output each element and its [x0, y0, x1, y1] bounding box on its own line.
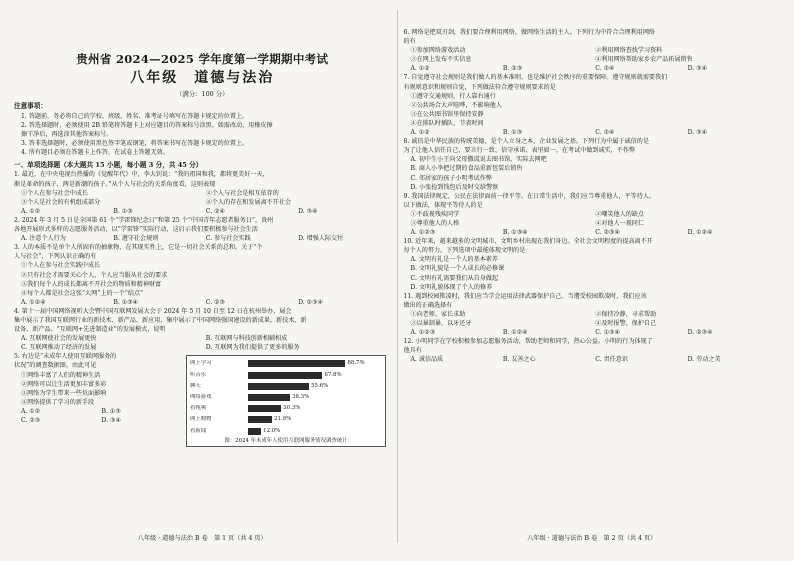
choice: B. 遵守社会规则 — [113, 235, 159, 243]
chart-category-label: 聊天 — [190, 382, 201, 389]
question-stem: 为了让他人信任自己，要言行一致、信守承诺、表里如一，在考试中做到诚实，不作弊 — [403, 147, 636, 155]
question-stem: 以下做法，体现平等待人的是 — [403, 201, 483, 209]
option: ①不歧视残疾同学 — [410, 210, 460, 218]
chart-value-label: 12.0% — [263, 427, 281, 434]
notice-item: 4. 所有题目必须在答题卡上作答，在试卷上答题无效。 — [21, 148, 169, 156]
choice: C. ②③ — [205, 298, 225, 306]
chart-category-label: 网上学习 — [190, 360, 212, 367]
choice: C. 文明有礼需要我们从自身做起 — [410, 274, 499, 282]
question-7 — [404, 73, 781, 137]
option: ②网络可以让生活更加丰富多彩 — [21, 380, 107, 388]
answer-choices — [14, 207, 391, 216]
choice: D. ①②④ — [687, 229, 713, 237]
chart-bar-row — [190, 392, 382, 403]
question-stem: 渐是革命的孩子，两是新潮的孩子。”从个人与社会的关系角度看，这则表现 — [14, 180, 216, 188]
question-8 — [404, 137, 781, 192]
question-2 — [14, 216, 391, 243]
question-options — [404, 210, 781, 228]
chart-caption: 图：2024 年未成年人使用互联网服务情况调查统计 — [224, 437, 348, 444]
section-heading: 一、单项选择题（本大题共 15 小题，每小题 3 分，共 45 分） — [14, 160, 203, 169]
question-stem: 他具有 — [403, 347, 422, 355]
choice: D. 文明礼貌体现了个人的修养 — [410, 283, 493, 291]
chart-value-label: 55.6% — [311, 382, 329, 389]
question-stem: 10. 近年来，越来越多的文明城市、文明乡村出现在我们身边。全社会文明程度的提高离不开 — [403, 238, 653, 246]
choice: B. ①③④ — [502, 229, 528, 237]
notice-item: 2. 答选择题时，必须使用 2B 铅笔将答题卡上对应题目的答案标号涂黑。如需改动，用橡皮擦 — [21, 121, 273, 129]
choice: B. 互联网与科技创新相辅相成 — [205, 335, 288, 343]
page-left — [8, 4, 397, 549]
chart-value-label: 38.3% — [292, 394, 310, 400]
choice: C. 互联网推动了经济的发展 — [21, 344, 97, 352]
choice: B. ①③④ — [113, 298, 139, 306]
choice: B. ②③ — [502, 65, 523, 73]
choice: A. 文明有礼是一个人的基本素养 — [410, 256, 498, 264]
chart-bar-row — [190, 403, 382, 414]
chart-bar-track — [248, 405, 382, 412]
option: ④每个人都是社会这张“大网”上的一个“结点” — [21, 289, 144, 297]
answer-choices — [14, 334, 391, 352]
chart-bar — [248, 405, 281, 412]
choice: B. ①②④ — [502, 329, 528, 337]
choice: D. ③④ — [298, 207, 318, 215]
exam-title: 贵州省 2024—2025 学年度第一学期期中考试 — [76, 52, 329, 66]
option: ④在排队时插队，节省时间 — [410, 119, 484, 127]
question-options — [404, 310, 781, 328]
option: ③个人是社会的有机组成部分 — [21, 198, 101, 206]
question-1 — [14, 170, 391, 215]
choice: D. ②③④ — [687, 329, 713, 337]
choice: D. 增强人际交往 — [298, 235, 344, 243]
choice: B. 商人小李把过期的食品重新包装后销售 — [410, 165, 523, 173]
question-stem: 5. 右边是“未成年人使用互联网服务的 — [14, 353, 117, 361]
option: ③在公共图书馆里保持安静 — [410, 110, 484, 118]
chart-category-label: 网络游戏 — [190, 394, 212, 400]
question-stem: 7. 自觉遵守社会规则是我们做人的基本准则，也是维护社会秩序的重要保障。遵守规则就需要我们 — [403, 74, 668, 82]
choice: C. ①③④ — [595, 329, 620, 337]
choice: D. 劳动之美 — [687, 356, 721, 364]
choice: D. ③④ — [687, 129, 708, 137]
choice: B. ①③ — [101, 407, 121, 415]
choice: A. 诚信品质 — [410, 356, 444, 364]
notice-item: 3. 答非选择题时，必须使用黑色签字笔或钢笔，将答案书写在答题卡规定的位置上。 — [21, 139, 249, 147]
page-right — [398, 4, 787, 549]
choice: A. ①② — [410, 65, 430, 73]
option: ③尊重他人的人格 — [410, 219, 460, 227]
question-9 — [404, 192, 781, 237]
notice-item: 擦干净后，再选涂其他答案标号。 — [21, 130, 113, 138]
question-4 — [14, 307, 391, 352]
chart-category-label: 看新闻 — [190, 427, 207, 434]
choice: D. ③④ — [101, 417, 121, 424]
question-stem: 8. 诚信是中华民族的传统美德，是个人立身之本、企业发展之基。下列行为中属于诚信的是 — [403, 138, 649, 146]
choice: C. ②③④ — [595, 229, 620, 237]
question-stem: 3. 人的本质不是单个人所固有的抽象物，在其现实性上，它是一切社会关系的总和。关于“个 — [14, 244, 263, 252]
question-stem: 做出的正确选择有 — [403, 301, 453, 309]
chart-bar-row — [190, 358, 382, 369]
notice-item: 1. 答题前，务必将自己的学校、班级、姓名、准考证号填写在答题卡规定的位置上。 — [21, 112, 249, 120]
chart-category-label: 看视频 — [190, 405, 207, 412]
answer-choices — [14, 298, 391, 307]
choice: C. 责任意识 — [595, 356, 628, 364]
option: ①向老师、家长求助 — [410, 310, 466, 318]
chart-bar-track — [248, 394, 382, 401]
page-footer-left: 八年级 · 道德与法治 B 卷 第 1 页（共 4 页） — [137, 535, 267, 542]
choice: A. ①② — [21, 207, 41, 215]
chart-bar-track — [248, 416, 382, 423]
chart-bar — [248, 360, 345, 367]
choice: D. ③④ — [687, 65, 708, 73]
question-5 — [14, 352, 391, 446]
chart-category-label: 听音乐 — [190, 371, 207, 378]
option: ③在网上发布不实信息 — [410, 56, 472, 64]
option: ②保持冷静，寻求帮助 — [595, 310, 657, 318]
option: ①参加网络游戏活动 — [410, 47, 466, 55]
answer-choices — [404, 64, 781, 73]
question-stem: 2. 2024 年 3 月 5 日是全国第 61 个“学雷锋纪念日”和第 25 个“中国青年志愿者服务日”，贵州 — [14, 216, 274, 224]
chart-category-label: 网上购物 — [190, 416, 212, 423]
chart-bar-row — [190, 414, 382, 425]
question-stem: 6. 网络是把双刃剑，我们要合理利用网络，做网络生活的主人。下列行为中符合合理利用网络 — [403, 29, 656, 36]
chart-bar — [248, 416, 272, 423]
question-stem: 各地开展形式多样的志愿服务活动，以“学雷锋”实际行动，这启示我们要积极参与社会生活 — [14, 226, 258, 234]
chart-value-label: 88.7% — [347, 360, 365, 367]
question-11 — [404, 292, 781, 337]
question-3 — [14, 243, 391, 307]
option: ①遵守交通规则，行人靠右通行 — [410, 92, 496, 100]
answer-choices — [404, 228, 781, 237]
choice: A. ①②④ — [21, 298, 46, 306]
chart-bar-row — [190, 370, 382, 381]
page-footer-right: 八年级 · 道德与法治 B 卷 第 2 页（共 4 页） — [527, 535, 657, 542]
option: ④利用网络帮助家乡农产品拓展销售 — [595, 56, 693, 64]
option: ②嘲笑他人的缺点 — [595, 210, 644, 218]
question-stem: 1. 最近，在中央电视台热播的《觉醒年代》中，李大钊说：“我的祖国和我，都将更美好一天， — [14, 171, 269, 179]
choice: D. ②③④ — [298, 298, 324, 306]
option: ④网络提供了学习的新手段 — [21, 398, 95, 406]
notice-heading: 注意事项： — [14, 102, 47, 110]
choice: A. 初中生小王向父母撒谎说去图书馆，实际去网吧 — [410, 156, 547, 164]
notice-list — [14, 112, 391, 157]
question-10 — [404, 237, 781, 292]
choice: B. 友善之心 — [502, 356, 536, 364]
answer-choices — [404, 128, 781, 137]
question-stem: 4. 第十一届中国网络视听大会暨中国互联网发展大会于 2024 年 5 月 10 日至 12 日在杭州举办，展会 — [14, 307, 292, 315]
choice: B. 文明礼貌是一个人成长的必修课 — [410, 265, 505, 273]
option: ②个人与社会是相互依存的 — [205, 189, 279, 197]
choice: B. ①③ — [113, 207, 133, 215]
question-stem: 设备、新产品。“互联网+先进制造业”的发展模式，说明 — [14, 326, 166, 334]
option: ②利用网络查找学习资料 — [595, 47, 663, 55]
chart-rows — [190, 358, 382, 436]
chart-bar-track — [248, 372, 382, 379]
chart-bar-track — [248, 383, 382, 390]
choice: C. ②③ — [21, 417, 41, 424]
question-stem: 每个人的努力，下列选项中最能体现文明的是 — [403, 247, 526, 255]
option: ③网络为学生带来一些负面影响 — [21, 389, 107, 397]
option: ②公共场合大声喧哗，不影响他人 — [410, 101, 502, 109]
option: ①个人在参与社会中成长 — [21, 189, 89, 197]
choice: C. ②④ — [205, 207, 225, 215]
choice: A. ①② — [21, 407, 41, 415]
chart-bar — [248, 394, 290, 401]
answer-choices — [14, 234, 391, 243]
question-stem: 9. 我国法律规定，公民在法律面前一律平等。在日常生活中，我们应当尊重他人，平等待人。 — [403, 192, 656, 200]
choice: D. 小张捡到钱包后及时交给警察 — [410, 183, 499, 191]
option: ①个人在参与社会实践中成长 — [21, 262, 101, 270]
question-options — [404, 46, 781, 64]
question-stem: 人与社会”，下列认识正确的有 — [14, 253, 97, 261]
chart-bar-track — [248, 428, 382, 435]
question-options — [14, 189, 391, 207]
exam-subject-title: 八年级 道德与法治 — [130, 70, 275, 86]
choice: A. 互联网使社会的发展更快 — [21, 335, 97, 343]
choice: A. ①②③ — [410, 329, 436, 337]
chart-value-label: 21.9% — [274, 416, 292, 423]
chart-bar-row — [190, 381, 382, 392]
option: ③以暴制暴，以牙还牙 — [410, 320, 472, 327]
option: ③我们每个人的成长都离不开社会的物质和精神财富 — [21, 280, 162, 288]
choice: B. ①③ — [502, 129, 523, 137]
answer-choices — [404, 328, 781, 337]
question-stem: 的有 — [403, 38, 416, 46]
chart-bar — [248, 383, 309, 390]
usage-bar-chart — [186, 355, 386, 446]
choice: C. 参与社会实践 — [205, 235, 251, 243]
chart-value-label: 30.3% — [283, 405, 301, 412]
chart-bar-row — [190, 425, 382, 436]
option: ①网络丰富了人们的精神生活 — [21, 371, 101, 379]
question-6 — [404, 28, 781, 73]
question-stem: 12. 小明同学在学校积极参加志愿服务活动，帮助老师和同学，热心公益。小明的行为体现了 — [403, 338, 653, 346]
question-stem: 状况”的调查数据图。由此可见 — [14, 362, 97, 370]
option: ④对他人一视同仁 — [595, 219, 644, 227]
choice: C. ②④ — [595, 129, 615, 137]
choice: C. 邻居家的孩子小明考试作弊 — [410, 174, 492, 182]
score-note: （满分：100 分） — [175, 90, 229, 98]
choice: A. ①② — [410, 129, 430, 137]
question-5-text — [14, 352, 182, 446]
choice: A. 注意个人行为 — [21, 235, 66, 243]
choice: A. ①②③ — [410, 229, 436, 237]
chart-bar-track — [248, 360, 382, 367]
answer-choices — [404, 355, 781, 364]
choice: D. 互联网为我们提供了更多的服务 — [205, 344, 300, 352]
question-stem: 11. 遇到校园欺凌时，我们应当学会运用法律武器保护自己。当遭受校园欺凌时，我们应该 — [403, 292, 647, 300]
option: ④及时报警，保护自己 — [595, 320, 657, 327]
option: ④个人的存在和发展离不开社会 — [205, 198, 292, 206]
question-stem: 有规则意识和规则自觉，下列做法符合遵守规则要求的是 — [403, 83, 556, 91]
chart-bar — [248, 372, 322, 379]
chart-bar — [248, 428, 261, 435]
choice: C. ②④ — [595, 65, 615, 73]
chart-value-label: 67.8% — [324, 371, 342, 378]
answer-choices — [14, 407, 182, 425]
option: ②只有社会才需要关心个人，个人应当服从社会的要求 — [21, 271, 168, 279]
question-12 — [404, 337, 781, 364]
question-stem: 集中展示了我国互联网行业的新技术、新产品、新应用，集中展示了中国网络强国建设的新成果。新技术、新 — [14, 316, 307, 324]
